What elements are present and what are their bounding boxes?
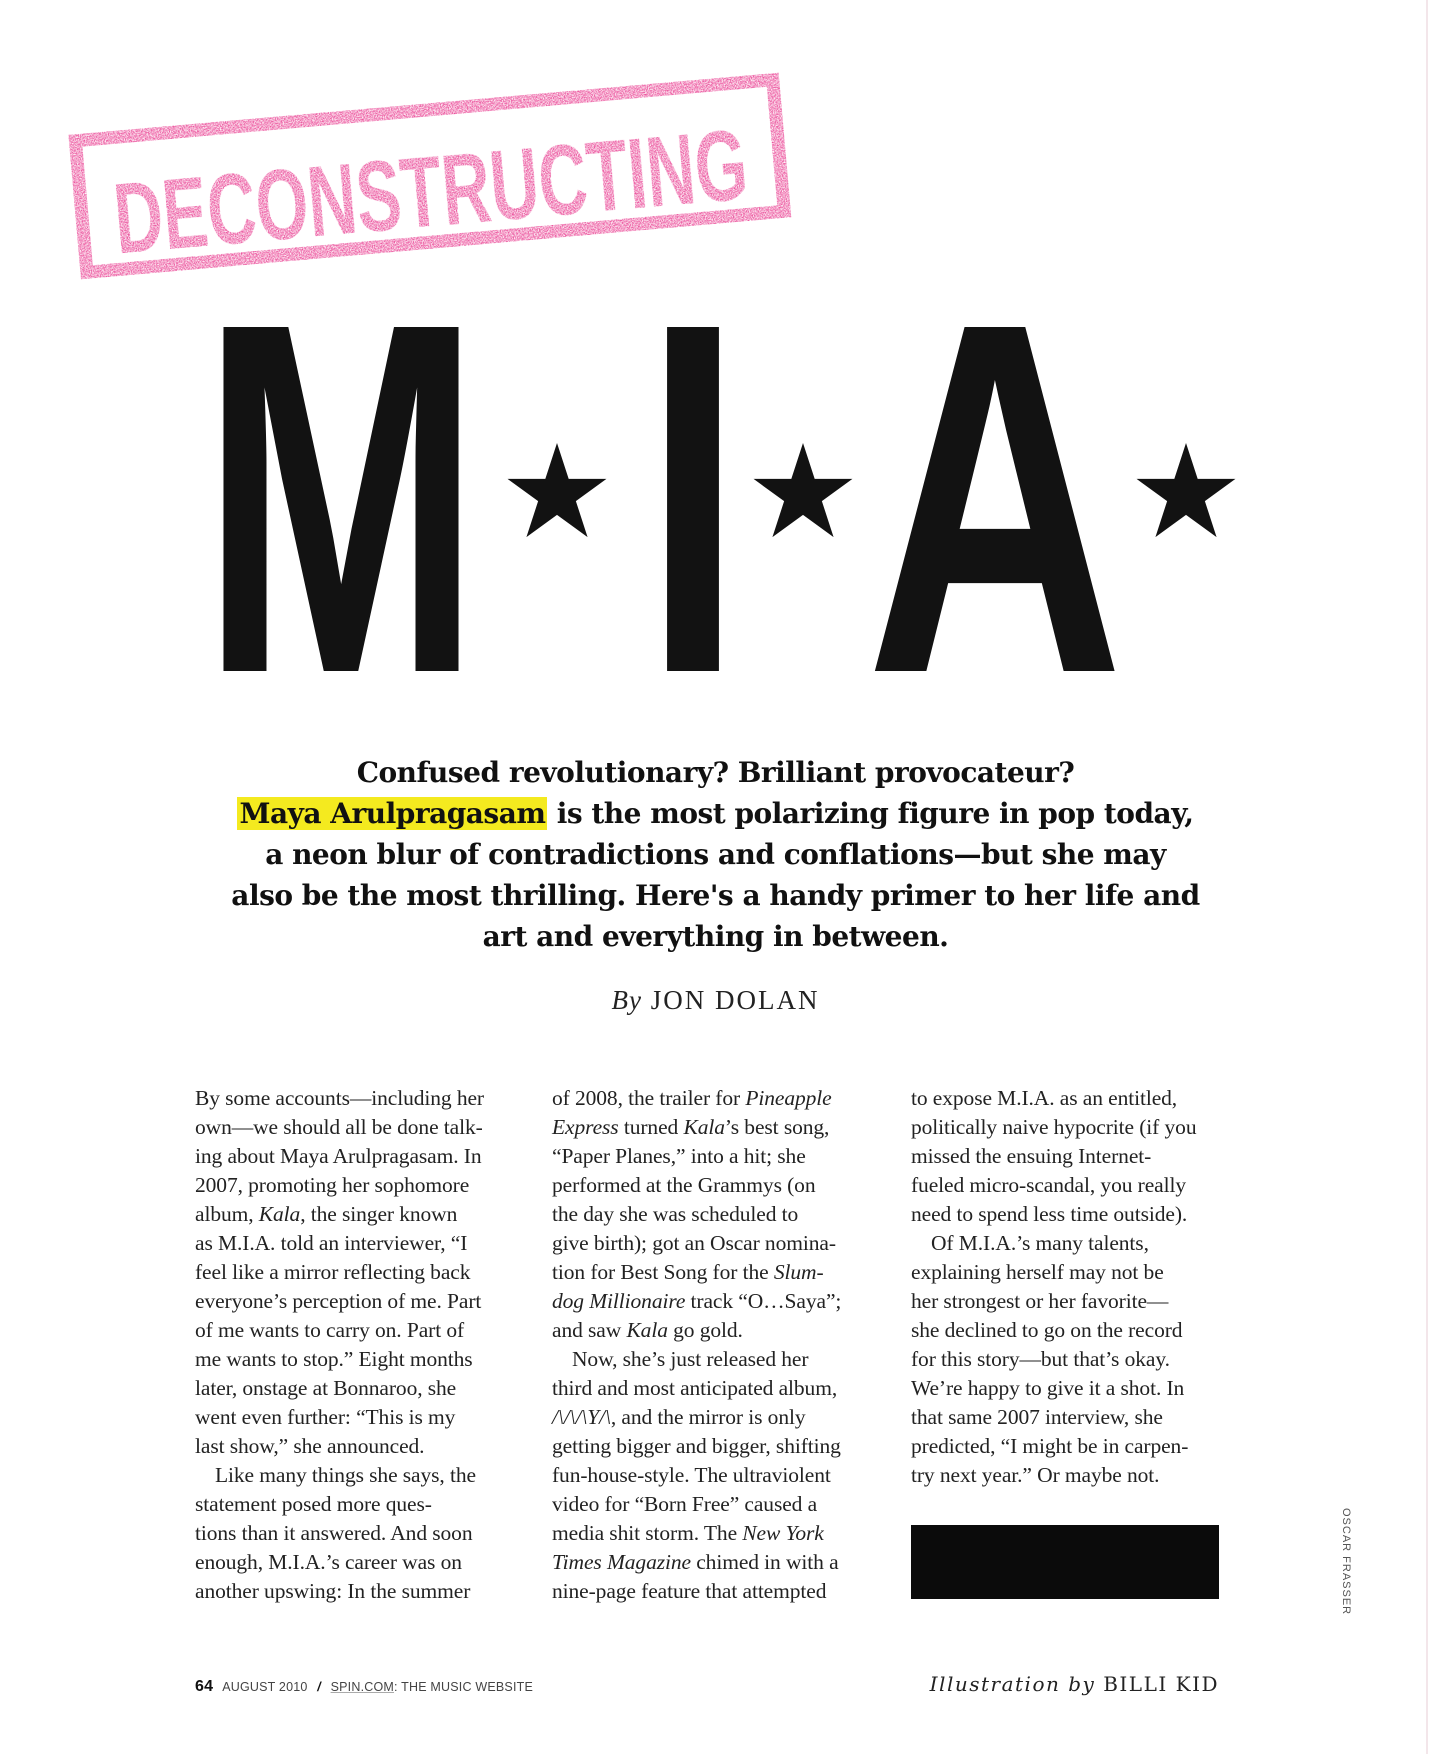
article-line [552,1258,892,1287]
article-line [552,1113,892,1142]
article-text: , and the mirror is only [610,1405,806,1429]
page-footer [195,1678,533,1696]
article-text: for this story—but that’s okay. [911,1347,1170,1371]
article-line [195,1258,535,1287]
deck-line: Confused revolutionary? Brilliant provocateur? [356,756,1075,789]
article-text: enough, M.I.A.’s career was on [195,1550,462,1574]
article-line [911,1258,1251,1287]
star-icon [754,443,853,537]
italic-title: Slum- [773,1260,824,1284]
article-text: need to spend less time outside). [911,1202,1188,1226]
article-text: video for “Born Free” caused a [552,1492,818,1516]
article-text: everyone’s perception of me. Part [195,1289,482,1313]
italic-title: Express [552,1115,619,1139]
italic-title: New York [742,1521,824,1545]
article-text: third and most anticipated album, [552,1376,838,1400]
article-text: own—we should all be done talk- [195,1115,483,1139]
article-text: the day she was scheduled to [552,1202,799,1226]
article-line [552,1084,892,1113]
italic-title: /\/\/\Y/\ [552,1405,611,1429]
article-text: “Paper Planes,” into a hit; she [552,1144,806,1168]
article-line [911,1461,1251,1490]
illustration-credit [930,1672,1219,1696]
article-line [195,1490,535,1519]
article-column-2 [552,1084,892,1606]
article-text: last show,” she announced. [195,1434,425,1458]
italic-title: Kala [258,1202,301,1226]
site-link[interactable]: SPIN.COM [330,1680,395,1694]
article-text: ing about Maya Arulpragasam. In [195,1144,482,1168]
article-text: that same 2007 interview, she [911,1405,1163,1429]
article-text: tions than it answered. And soon [195,1521,473,1545]
photo-credit: OSCAR FRASSER [1340,1508,1352,1616]
article-text: another upswing: In the summer [195,1579,471,1603]
byline-by: By [611,985,642,1015]
article-line [552,1548,892,1577]
article-line [195,1519,535,1548]
article-line [195,1229,535,1258]
divider-slash: / [317,1680,321,1694]
article-text: give birth); got an Oscar nomina- [552,1231,836,1255]
article-line [195,1084,535,1113]
article-line [911,1345,1251,1374]
article-line [195,1200,535,1229]
article-text: album, [195,1202,259,1226]
article-line [195,1142,535,1171]
article-text: statement posed more ques- [195,1492,432,1516]
deck-line: also be the most thrilling. Here's a handy primer to her life and [231,879,1200,912]
article-text: fueled micro-scandal, you really [911,1173,1186,1197]
article-line [911,1287,1251,1316]
article-line [195,1548,535,1577]
issue-date: AUGUST 2010 [222,1680,308,1694]
article-text: her strongest or her favorite— [911,1289,1169,1313]
deck-line [40,793,1391,834]
article-text: later, onstage at Bonnaroo, she [195,1376,457,1400]
article-text: me wants to stop.” Eight months [195,1347,473,1371]
letter-m: M [201,218,481,720]
article-text: tion for Best Song for the [552,1260,774,1284]
page-number: 64 [195,1678,214,1695]
article-line [552,1461,892,1490]
article-line [552,1345,892,1374]
article-text: predicted, “I might be in carpen- [911,1434,1189,1458]
article-text: Now, she’s just released her [572,1347,809,1371]
article-text: to expose M.I.A. as an entitled, [911,1086,1178,1110]
article-line [911,1374,1251,1403]
stamp-text: DECONSTRUCTING [109,81,1061,276]
article-line [552,1577,892,1606]
article-text: We’re happy to give it a shot. In [911,1376,1185,1400]
article-line [552,1432,892,1461]
article-line [911,1316,1251,1345]
article-line [552,1403,892,1432]
article-text: of me wants to carry on. Part of [195,1318,465,1342]
italic-title: Kala [683,1115,725,1139]
article-line [195,1345,535,1374]
article-line [911,1113,1251,1142]
credit-name: BILLI KID [1103,1672,1219,1696]
highlighted-name: Maya Arulpragasam [239,797,546,830]
article-text: By some accounts—including her [195,1086,484,1110]
article-text: try next year.” Or maybe not. [911,1463,1160,1487]
star-icon [1137,443,1236,537]
article-text: feel like a mirror reflecting back [195,1260,471,1284]
article-line [195,1461,535,1490]
black-bar-graphic [911,1525,1219,1599]
article-line [552,1519,892,1548]
article-text: she declined to go on the record [911,1318,1183,1342]
headline-art [0,0,1431,720]
article-line [195,1113,535,1142]
article-line [195,1432,535,1461]
credit-by: by [1068,1672,1096,1696]
letter-i: I [643,218,743,720]
site-tagline: : THE MUSIC WEBSITE [394,1680,534,1694]
article-line [911,1084,1251,1113]
article-text: track “O…Saya”; [685,1289,842,1313]
deck-intro [40,752,1391,957]
article-text: media shit storm. The [552,1521,743,1545]
article-text: performed at the Grammys (on [552,1173,816,1197]
article-text: Of M.I.A.’s many talents, [931,1231,1149,1255]
article-line [552,1229,892,1258]
article-text: explaining herself may not be [911,1260,1164,1284]
article-line [552,1200,892,1229]
article-text: nine-page feature that attempted [552,1579,827,1603]
byline-author: JON DOLAN [650,985,820,1015]
article-line [911,1403,1251,1432]
letter-a: A [866,218,1124,720]
italic-title: Kala [626,1318,668,1342]
article-line [552,1287,892,1316]
byline [0,985,1431,1016]
article-line [911,1142,1251,1171]
deck-line: art and everything in between. [482,920,949,953]
article-line [911,1229,1251,1258]
article-text: missed the ensuing Internet- [911,1144,1152,1168]
article-text: Like many things she says, the [215,1463,476,1487]
article-text: ’s best song, [724,1115,830,1139]
article-text: politically naive hypocrite (if you [911,1115,1197,1139]
article-line [552,1142,892,1171]
article-text: as M.I.A. told an interviewer, “I [195,1231,468,1255]
italic-title: Times Magazine [552,1550,691,1574]
article-text: fun-house-style. The ultraviolent [552,1463,831,1487]
article-line [552,1374,892,1403]
italic-title: dog Millionaire [552,1289,686,1313]
article-text: 2007, promoting her sophomore [195,1173,470,1197]
article-column-1 [195,1084,535,1606]
article-text: went even further: “This is my [195,1405,456,1429]
article-line [195,1577,535,1606]
article-text: chimed in with a [690,1550,839,1574]
deck-line: a neon blur of contradictions and conflations—but she may [265,838,1166,871]
article-line [552,1316,892,1345]
article-line [195,1171,535,1200]
article-text: turned [618,1115,684,1139]
article-line [911,1200,1251,1229]
article-text: go gold. [667,1318,743,1342]
star-icon [508,443,607,537]
article-line [552,1490,892,1519]
article-line [911,1171,1251,1200]
article-line [195,1374,535,1403]
article-line [195,1403,535,1432]
article-line [911,1432,1251,1461]
article-line [195,1316,535,1345]
article-column-3 [911,1084,1251,1490]
article-text: of 2008, the trailer for [552,1086,746,1110]
italic-title: Pineapple [745,1086,832,1110]
article-text: getting bigger and bigger, shifting [552,1434,841,1458]
article-line [195,1287,535,1316]
article-text: , the singer known [300,1202,458,1226]
credit-label: Illustration [929,1672,1061,1696]
deck-text: is the most polarizing figure in pop today, [547,797,1194,830]
mia-letters [201,218,1124,720]
article-line [552,1171,892,1200]
article-text: and saw [552,1318,627,1342]
